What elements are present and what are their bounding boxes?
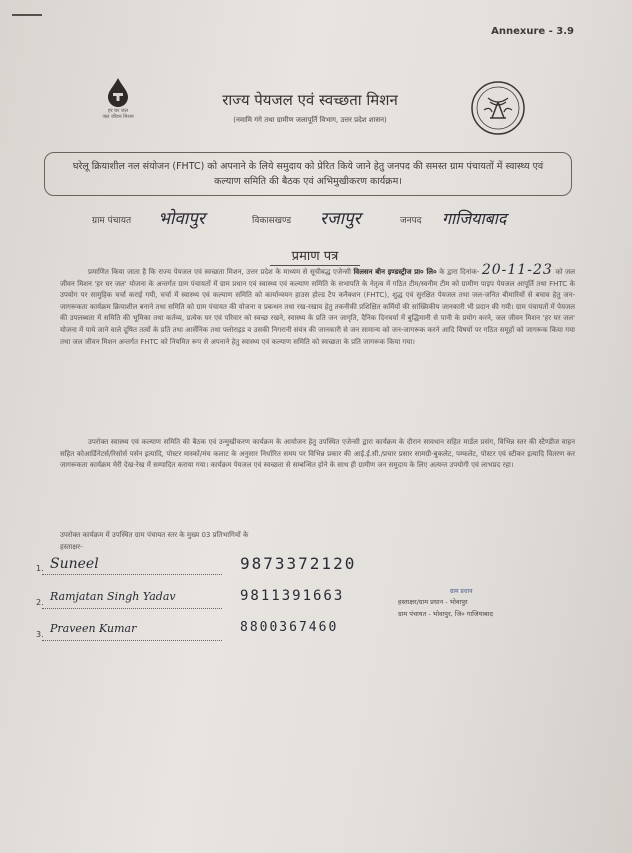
water-drop-icon xyxy=(102,76,134,108)
annexure-label: Annexure - 3.9 xyxy=(491,26,574,37)
signatory-name: Suneel xyxy=(50,556,99,572)
signatory-row: 3. Praveen Kumar 8800367460 xyxy=(36,620,339,639)
program-title-box: घरेलू क्रियाशील नल संयोजन (FHTC) को अपनाने के लिये समुदाय को प्रेरित किये जाने हेतु जनपद की समस्त ग्राम पंचायतों में स्वास्थ्य एवं कल्याण समिति की बैठक एवं अभिमुखीकरण कार्यक्रम। xyxy=(44,152,572,196)
signatories-intro: उपरोक्त कार्यक्रम में उपस्थित ग्राम पंचायत स्तर के मुख्य 03 प्रतिभागियों के हस्ताक्षर- xyxy=(60,531,249,551)
signatory-row: 2. Ramjatan Singh Yadav 9811391663 xyxy=(36,588,345,607)
agency-name: विलसन बीन इण्डस्ट्रीज प्रा० लि० xyxy=(353,268,437,276)
logo-caption-2: जल जीवन मिशन xyxy=(102,114,134,120)
signatory-phone: 9873372120 xyxy=(240,554,357,573)
certificate-paragraph-2: उपरोक्त स्वास्थ्य एवं कल्याण समिति की बैठक एवं उन्मुखीकरण कार्यक्रम के आयोजन हेतु उपस्थित एजेन्सी द्वारा कार्यक्रम के दौरान सावधान सहित मार्डल प्रसंग, विभिन्न स्तर की स्टैण्डीज वाहन सहित कोआर्डिनेटर्स/रिसोर्स पर्सन इत्यादि, पोस्टर मास्कों/मंच कलाट के अनुसार निर्धारित समय पर विभिन्न प्रकार की आई.ई.सी./प्रचार प्रसार सामग्री-बुकलेट, पम्फलेट, पोस्टर एवं स्टीकर इत्यादि वितरण कर जागरूकता कार्यक्रम मेरी देख-रेख में सम्पादित कराया गया। कार्यक्रम पेयजल एवं स्वच्छता से सम्बन्धित होने के साथ ही ग्रामीण जन समुदाय के लिए अत्यन्त उपयोगी एवं लाभप्रद रहा। xyxy=(60,438,575,470)
logo-caption-1: हर घर जल xyxy=(108,108,128,114)
certificate-title: प्रमाण पत्र xyxy=(270,246,360,266)
org-title: राज्य पेयजल एवं स्वच्छता मिशन xyxy=(222,91,398,109)
district-label: जनपद xyxy=(400,216,422,226)
signatory-name: Praveen Kumar xyxy=(50,622,137,635)
stamp-mark: ग्राम प्रधान xyxy=(450,588,473,595)
pradhan-stamp xyxy=(398,585,568,631)
stamp-line-2: ग्राम पंचायत - भोवापुर, जि० गाजियाबाद xyxy=(398,610,493,618)
signatory-name: Ramjatan Singh Yadav xyxy=(50,590,176,603)
gp-value: भोवापुर xyxy=(158,209,205,229)
certificate-paragraph-1: प्रमाणित किया जाता है कि राज्य पेयजल एवं स्वच्छता मिशन, उत्तर प्रदेश के माध्यम से सूचीबद्ध एजेन्सी विलसन बीन इण्डस्ट्रीज प्रा० लि० के द्वारा दिनांक- 20-11-23 को जल जीवन मिशन 'हर घर जल' योजना के अन्तर्गत ग्राम पंचायतों में ग्राम प्रधान एवं स्वास्थ्य एवं कल्याण समिति के सभापति के नेतृत्व में गठित टीम/स्वनीम टीम को ग्रामीण पाइप पेयजल आपूर्ति तथा FHTC के उपयोग पर सामुहिक चर्चा कराई गयी, चर्चा में स्वास्थ्य एवं कल्याण समिति को कार्यान्वयन हाउस होल्ड टैप कनैक्शन (FHTC), शुद्ध एवं सुरक्षित पेयजल तथा जल-जनित बीमारियों से बचाव हेतु जन-जागरूकता कार्यक्रम क्रियाशील बनाने तथा समिति को ग्राम पंचायत की योजना व प्रबन्धन तथा रख-रखाव हेतु तकनीकी प्रशिक्षित कर्मियों की सांख्यिकीय जानकारी भी प्रदान की गयी। ग्राम पंचायतों में पेयजल की उपलब्धता में समिति की भूमिका तथा कर्तव्य, प्रत्येक घर एवं परिवार को स्वच्छ रखने, स्वास्थ्य के प्रति जन जागृति, दैनिक दिनचर्या में बुद्धिमानी से पानी के प्रयोग करने, जल जीवन मिशन 'हर घर जल' योजना में पाये जाने वाले दूषित तत्वों के प्रति तथा आर्सेनिक तथा फ्लोराइड व उसकी निगरानी संयंत्र की जानकारी से जन सामान्य को जन-जागरूक करने आदि विषयों पर गठित समूहों को जागरूक किया गया तथा जल जीवन मिशन अन्तर्गत FHTC को नियमित रूप से अपनाने हेतु स्वास्थ्य एवं कल्याण समिति को स्वच्छता के प्रति जागरूक किया गया। xyxy=(60,262,575,346)
up-emblem-icon xyxy=(470,80,526,136)
signatory-phone: 8800367460 xyxy=(240,620,339,635)
village-details-row xyxy=(92,210,562,236)
org-subtitle: (नमामि गंगे तथा ग्रामीण जलापूर्ति विभाग, उत्तर प्रदेश शासन) xyxy=(233,116,387,124)
block-label: विकासखण्ड xyxy=(252,216,292,226)
district-value: गाजियाबाद xyxy=(442,209,507,228)
signatory-row: 1. Suneel 9873372120 xyxy=(36,554,357,573)
gp-label: ग्राम पंचायत xyxy=(92,216,132,226)
program-date: 20-11-23 xyxy=(481,262,553,278)
signatory-phone: 9811391663 xyxy=(240,588,345,604)
pen-mark xyxy=(12,14,42,16)
block-value: रजापुर xyxy=(320,209,361,229)
stamp-line-1: हस्ताक्षर/ग्राम प्रधान - भोवापुर xyxy=(398,598,468,606)
drop-logo xyxy=(96,76,140,120)
